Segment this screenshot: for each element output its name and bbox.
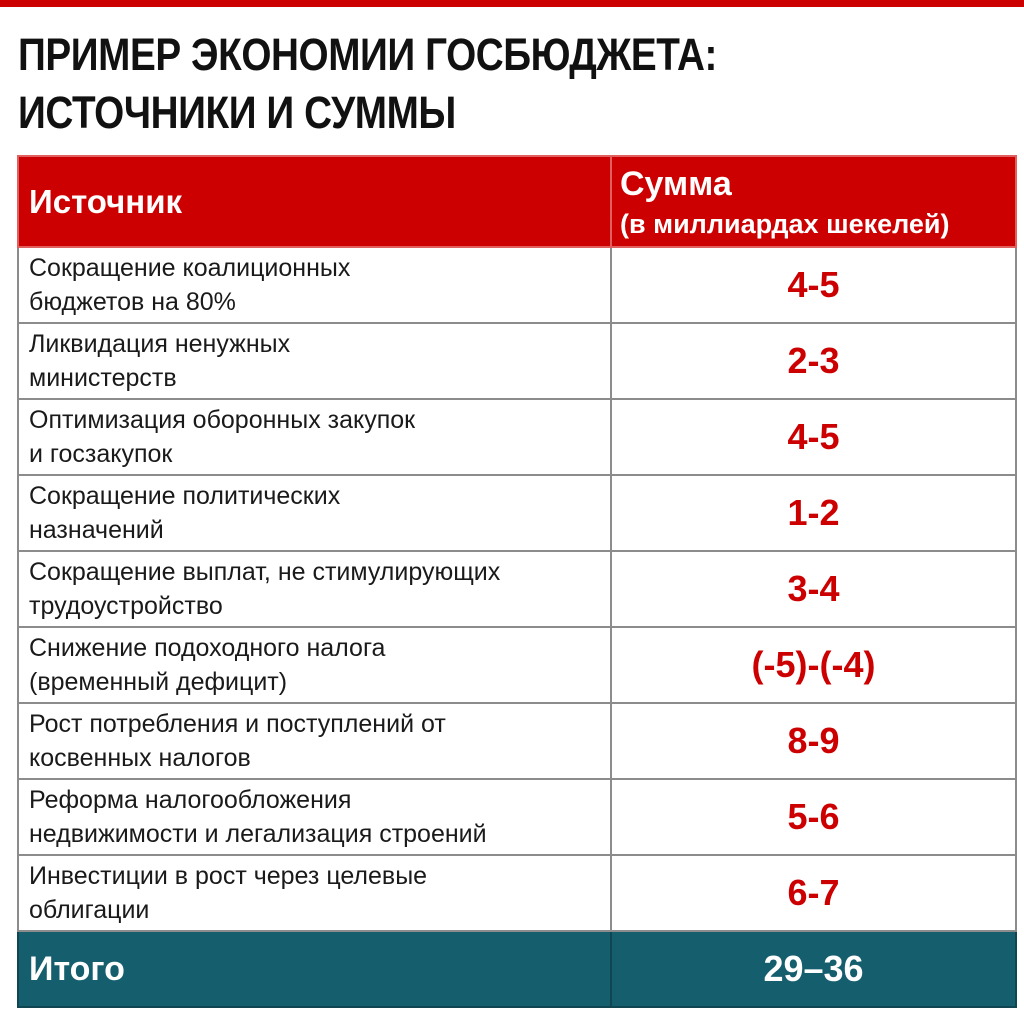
- amount-cell: 4-5: [611, 247, 1016, 323]
- source-cell: [18, 247, 611, 323]
- table-row: [18, 855, 1016, 931]
- source-text: (временный дефицит): [29, 668, 288, 696]
- column-header-source: Источник: [18, 156, 611, 247]
- total-label: Итого: [18, 931, 611, 1007]
- table-row: [18, 399, 1016, 475]
- amount-cell: 1-2: [611, 475, 1016, 551]
- amount-cell: 2-3: [611, 323, 1016, 399]
- source-text: Рост потребления и поступлений от: [29, 710, 446, 738]
- source-cell: [18, 323, 611, 399]
- table-row: [18, 247, 1016, 323]
- source-text: Реформа налогообложения: [29, 786, 352, 814]
- source-text: Сокращение коалиционных: [29, 254, 351, 282]
- source-text: недвижимости и легализация строений: [29, 820, 487, 848]
- source-text: трудоустройство: [29, 592, 223, 620]
- source-cell: [18, 551, 611, 627]
- total-value: 29–36: [611, 931, 1016, 1007]
- source-cell: [18, 855, 611, 931]
- table-row: [18, 551, 1016, 627]
- table-header-row: [18, 156, 1016, 247]
- amount-cell: 3-4: [611, 551, 1016, 627]
- savings-table: [17, 155, 1017, 1008]
- page-title-line-2: ИСТОЧНИКИ И СУММЫ: [18, 87, 456, 138]
- top-accent-rule: [0, 0, 1024, 7]
- amount-cell: (-5)-(-4): [611, 627, 1016, 703]
- source-text: Оптимизация оборонных закупок: [29, 406, 416, 434]
- table-row: [18, 475, 1016, 551]
- column-header-sum: [611, 156, 1016, 247]
- amount-cell: 6-7: [611, 855, 1016, 931]
- source-text: бюджетов на 80%: [29, 288, 236, 316]
- source-text: министерств: [29, 364, 177, 392]
- source-cell: [18, 399, 611, 475]
- source-cell: [18, 779, 611, 855]
- column-header-sum-title: Сумма: [620, 164, 732, 203]
- column-header-sum-unit: (в миллиардах шекелей): [620, 208, 950, 239]
- source-text: Сокращение политических: [29, 482, 341, 510]
- source-text: Сокращение выплат, не стимулирующих: [29, 558, 501, 586]
- table-row: [18, 779, 1016, 855]
- source-text: Ликвидация ненужных: [29, 330, 291, 358]
- source-text: Снижение подоходного налога: [29, 634, 386, 662]
- page-title-line-1: ПРИМЕР ЭКОНОМИИ ГОСБЮДЖЕТА:: [18, 29, 718, 80]
- source-cell: [18, 703, 611, 779]
- source-text: назначений: [29, 516, 164, 544]
- table-row: [18, 703, 1016, 779]
- source-text: облигации: [29, 896, 150, 924]
- table-row: [18, 627, 1016, 703]
- page-title: [18, 26, 869, 142]
- amount-cell: 4-5: [611, 399, 1016, 475]
- source-cell: [18, 627, 611, 703]
- source-text: и госзакупок: [29, 440, 173, 468]
- source-cell: [18, 475, 611, 551]
- total-row: [18, 931, 1016, 1007]
- amount-cell: 8-9: [611, 703, 1016, 779]
- source-text: Инвестиции в рост через целевые: [29, 862, 428, 890]
- table-row: [18, 323, 1016, 399]
- source-text: косвенных налогов: [29, 744, 251, 772]
- amount-cell: 5-6: [611, 779, 1016, 855]
